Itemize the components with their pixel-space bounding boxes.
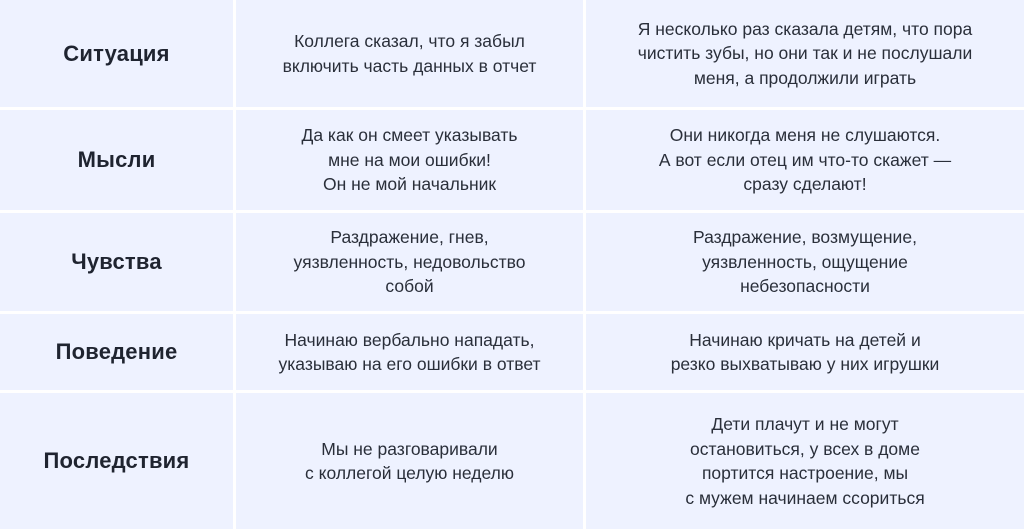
row-label-thoughts: Мысли [77,147,156,172]
behavior-example2: Начинаю кричать на детей и резко выхватываю у них игрушки [670,329,940,374]
example2-cell [586,393,1024,529]
example2-cell [586,213,1024,314]
example1-cell [236,393,586,529]
row-label-cell [0,213,236,314]
thoughts-example1: Да как он смеет указывать мне на мои ошибки! Он не мой начальник [301,125,518,195]
row-label-behavior: Поведение [55,339,178,364]
example1-cell [236,213,586,314]
row-label-consequences: Последствия [43,448,190,473]
thoughts-example2: Они никогда меня не слушаются. А вот если отец им что-то скажет — сразу сделают! [658,125,952,195]
row-label-feelings: Чувства [71,249,162,274]
consequences-example1: Мы не разговаривали с коллегой целую неделю [305,438,514,483]
situation-example1: Коллега сказал, что я забыл включить часть данных в отчет [282,31,537,76]
example1-cell [236,314,586,393]
row-label-cell [0,393,236,529]
row-label-cell [0,0,236,110]
example2-cell [586,314,1024,393]
row-label-situation: Ситуация [63,40,170,66]
consequences-example2: Дети плачут и не могут остановиться, у всех в доме портится настроение, мы с мужем начинаем ссориться [685,414,925,508]
situation-example2: Я несколько раз сказала детям, что пора чистить зубы, но они так и не послушали меня, а продолжили играть [637,18,973,88]
feelings-example1: Раздражение, гнев, уязвленность, недовольство собой [293,227,526,297]
feelings-example2: Раздражение, возмущение, уязвленность, ощущение небезопасности [693,227,917,297]
example1-cell [236,0,586,110]
row-label-cell [0,314,236,393]
row-label-cell [0,110,236,213]
example2-cell [586,110,1024,213]
example2-cell [586,0,1024,110]
behavior-example1: Начинаю вербально нападать, указываю на его ошибки в ответ [278,329,541,374]
example1-cell [236,110,586,213]
